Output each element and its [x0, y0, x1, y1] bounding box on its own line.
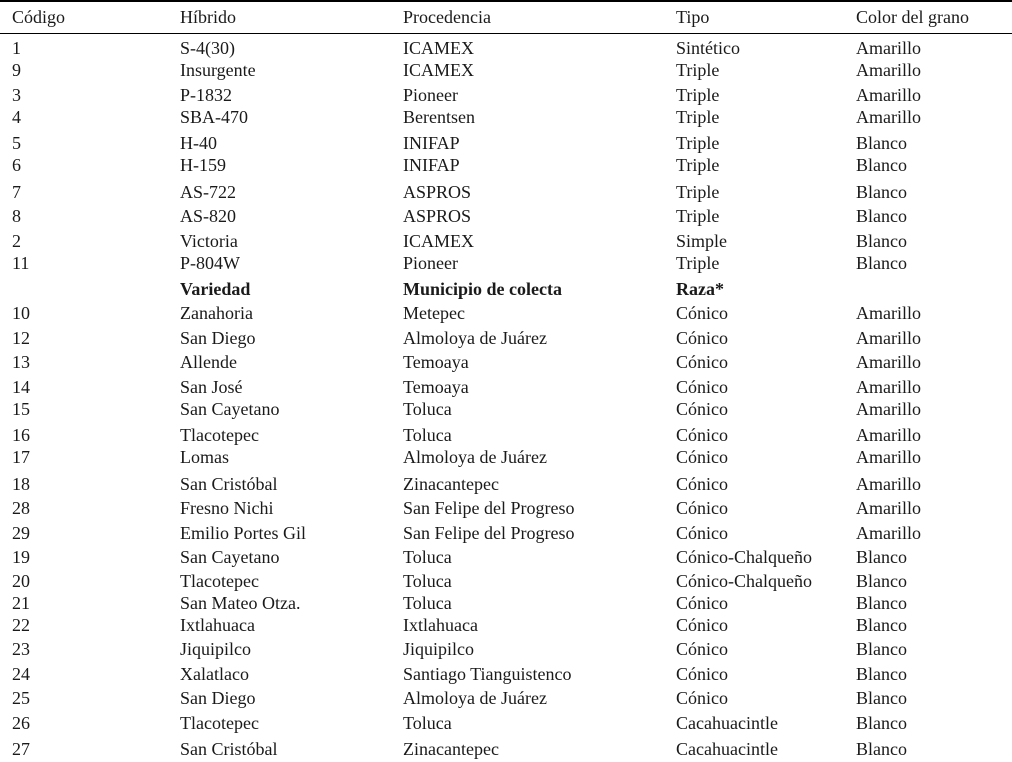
cell-color: Amarillo: [856, 85, 921, 105]
cell-procedencia: Pioneer: [403, 85, 458, 105]
header-codigo: Código: [12, 7, 66, 27]
cell-tipo: Cónico: [676, 303, 728, 323]
cell-color: Blanco: [856, 688, 907, 708]
table-row: [0, 230, 1012, 254]
cell-codigo: 28: [12, 498, 30, 518]
cell-tipo: Cónico: [676, 615, 728, 635]
cell-nombre: Ixtlahuaca: [180, 615, 255, 635]
cell-procedencia: Santiago Tianguistenco: [403, 664, 572, 684]
cell-nombre: San José: [180, 377, 243, 397]
cell-tipo: Cacahuacintle: [676, 739, 778, 759]
cell-nombre: San Mateo Otza.: [180, 593, 301, 613]
table-row: [0, 424, 1012, 448]
cell-color: Amarillo: [856, 60, 921, 80]
cell-color: Blanco: [856, 253, 907, 273]
cell-nombre: AS-820: [180, 206, 237, 226]
cell-codigo: 20: [12, 571, 30, 591]
cell-color: Blanco: [856, 155, 907, 175]
cell-tipo: Cónico: [676, 688, 728, 708]
cell-procedencia: Berentsen: [403, 107, 475, 127]
table-row: [0, 154, 1012, 178]
table-row: [0, 570, 1012, 594]
cell-tipo: Cónico: [676, 447, 728, 467]
cell-procedencia: Almoloya de Juárez: [403, 447, 547, 467]
cell-codigo: 2: [12, 231, 21, 251]
cell-procedencia: Almoloya de Juárez: [403, 688, 547, 708]
cell-codigo: 19: [12, 547, 30, 567]
cell-color: Amarillo: [856, 107, 921, 127]
cell-tipo: Triple: [676, 60, 720, 80]
cell-tipo: Cónico: [676, 328, 728, 348]
header-rule: [0, 33, 1012, 34]
cell-codigo: 10: [12, 303, 30, 323]
cell-codigo: 14: [12, 377, 30, 397]
table-row: [0, 687, 1012, 711]
table-row: [0, 497, 1012, 521]
table-row: [0, 398, 1012, 422]
cell-nombre: AS-722: [180, 182, 237, 202]
cell-color: Amarillo: [856, 474, 921, 494]
cell-nombre: San Cristóbal: [180, 474, 278, 494]
header-color-grano: Color del grano: [856, 7, 969, 27]
header-tipo: Tipo: [676, 7, 710, 27]
cell-nombre: San Cristóbal: [180, 739, 278, 759]
cell-codigo: 21: [12, 593, 30, 613]
cell-procedencia: INIFAP: [403, 133, 460, 153]
table-row: [0, 522, 1012, 546]
cell-codigo: 11: [12, 253, 30, 273]
table-row: [0, 302, 1012, 326]
cell-codigo: 17: [12, 447, 30, 467]
table-row: [0, 473, 1012, 497]
table-row: [0, 663, 1012, 687]
cell-tipo: Cónico: [676, 523, 728, 543]
cell-procedencia: Toluca: [403, 547, 452, 567]
cell-procedencia: Jiquipilco: [403, 639, 474, 659]
cell-color: Amarillo: [856, 523, 921, 543]
cell-color: Blanco: [856, 206, 907, 226]
cell-codigo: 9: [12, 60, 21, 80]
table-row: [0, 738, 1012, 762]
cell-color: Amarillo: [856, 38, 921, 58]
cell-nombre: Emilio Portes Gil: [180, 523, 306, 543]
cell-nombre: Lomas: [180, 447, 229, 467]
header-hibrido: Híbrido: [180, 7, 236, 27]
cell-codigo: 5: [12, 133, 21, 153]
cell-tipo: Cónico: [676, 399, 728, 419]
table-row: [0, 446, 1012, 470]
table-row: [0, 546, 1012, 570]
cell-procedencia: San Felipe del Progreso: [403, 523, 575, 543]
cell-codigo: 22: [12, 615, 30, 635]
cell-procedencia: ICAMEX: [403, 60, 474, 80]
subheader-row: [0, 278, 1012, 302]
table-row: [0, 712, 1012, 736]
cell-nombre: P-1832: [180, 85, 233, 105]
cell-nombre: Insurgente: [180, 60, 256, 80]
cell-codigo: 16: [12, 425, 30, 445]
cell-nombre: Xalatlaco: [180, 664, 249, 684]
cell-procedencia: ICAMEX: [403, 38, 474, 58]
table-row: [0, 106, 1012, 130]
cell-tipo: Triple: [676, 133, 720, 153]
cell-codigo: 4: [12, 107, 21, 127]
cell-nombre: SBA-470: [180, 107, 249, 127]
cell-color: Blanco: [856, 639, 907, 659]
cell-procedencia: Pioneer: [403, 253, 458, 273]
cell-procedencia: ASPROS: [403, 206, 472, 226]
cell-color: Blanco: [856, 133, 907, 153]
cell-tipo: Cacahuacintle: [676, 713, 778, 733]
cell-procedencia: Almoloya de Juárez: [403, 328, 547, 348]
table-row: [0, 592, 1012, 616]
table-row: [0, 376, 1012, 400]
cell-tipo: Triple: [676, 85, 720, 105]
cell-color: Blanco: [856, 739, 907, 759]
cell-tipo: Cónico-Chalqueño: [676, 571, 812, 591]
cell-color: Amarillo: [856, 447, 921, 467]
cell-color: Blanco: [856, 182, 907, 202]
cell-tipo: Cónico: [676, 664, 728, 684]
cell-procedencia: INIFAP: [403, 155, 460, 175]
cell-procedencia: ICAMEX: [403, 231, 474, 251]
cell-procedencia: Toluca: [403, 399, 452, 419]
cell-nombre: San Cayetano: [180, 547, 280, 567]
cell-color: Amarillo: [856, 399, 921, 419]
cell-procedencia: Temoaya: [403, 352, 469, 372]
cell-procedencia: San Felipe del Progreso: [403, 498, 575, 518]
cell-tipo: Sintético: [676, 38, 740, 58]
cell-codigo: 1: [12, 38, 21, 58]
table-row: [0, 84, 1012, 108]
table-row: [0, 614, 1012, 638]
cell-tipo: Triple: [676, 206, 720, 226]
cell-tipo: Triple: [676, 182, 720, 202]
cell-nombre: Victoria: [180, 231, 238, 251]
cell-nombre: Variedad: [180, 279, 251, 299]
table-row: [0, 59, 1012, 83]
cell-color: Blanco: [856, 571, 907, 591]
cell-procedencia: Zinacantepec: [403, 474, 499, 494]
cell-codigo: 29: [12, 523, 30, 543]
table-row: [0, 37, 1012, 61]
cell-color: Blanco: [856, 231, 907, 251]
cell-tipo: Triple: [676, 155, 720, 175]
cell-nombre: S-4(30): [180, 38, 235, 58]
cell-codigo: 18: [12, 474, 30, 494]
cell-nombre: Allende: [180, 352, 237, 372]
cell-tipo: Cónico: [676, 593, 728, 613]
cell-color: Blanco: [856, 547, 907, 567]
cell-color: Amarillo: [856, 377, 921, 397]
cell-codigo: 23: [12, 639, 30, 659]
cell-nombre: Tlacotepec: [180, 425, 259, 445]
cell-codigo: 12: [12, 328, 30, 348]
cell-codigo: 6: [12, 155, 21, 175]
header-row: [0, 0, 1012, 27]
cell-color: Amarillo: [856, 328, 921, 348]
cell-procedencia: Toluca: [403, 425, 452, 445]
table-row: [0, 252, 1012, 276]
cell-nombre: P-804W: [180, 253, 240, 273]
cell-nombre: H-40: [180, 133, 217, 153]
cell-tipo: Cónico-Chalqueño: [676, 547, 812, 567]
cell-procedencia: Toluca: [403, 571, 452, 591]
cell-color: Amarillo: [856, 303, 921, 323]
cell-tipo: Raza*: [676, 279, 724, 299]
cell-procedencia: Toluca: [403, 593, 452, 613]
cell-codigo: 15: [12, 399, 30, 419]
cell-codigo: 27: [12, 739, 30, 759]
cell-tipo: Cónico: [676, 425, 728, 445]
table-row: [0, 181, 1012, 205]
cell-color: Blanco: [856, 713, 907, 733]
cell-procedencia: Temoaya: [403, 377, 469, 397]
cell-tipo: Cónico: [676, 352, 728, 372]
cell-color: Amarillo: [856, 498, 921, 518]
cell-nombre: Tlacotepec: [180, 713, 259, 733]
cell-nombre: Tlacotepec: [180, 571, 259, 591]
table-row: [0, 205, 1012, 229]
cell-nombre: San Cayetano: [180, 399, 280, 419]
cell-color: Blanco: [856, 664, 907, 684]
cell-procedencia: ASPROS: [403, 182, 472, 202]
cell-codigo: 7: [12, 182, 21, 202]
cell-tipo: Cónico: [676, 639, 728, 659]
cell-tipo: Cónico: [676, 498, 728, 518]
cell-nombre: H-159: [180, 155, 226, 175]
cell-tipo: Cónico: [676, 474, 728, 494]
cell-nombre: Zanahoria: [180, 303, 253, 323]
cell-codigo: 8: [12, 206, 21, 226]
cell-color: Amarillo: [856, 425, 921, 445]
cell-procedencia: Toluca: [403, 713, 452, 733]
cell-codigo: 26: [12, 713, 30, 733]
cell-codigo: 3: [12, 85, 21, 105]
table-row: [0, 327, 1012, 351]
cell-procedencia: Zinacantepec: [403, 739, 499, 759]
table-row: [0, 351, 1012, 375]
cell-nombre: San Diego: [180, 688, 256, 708]
cell-procedencia: Metepec: [403, 303, 465, 323]
cell-color: Blanco: [856, 615, 907, 635]
cell-tipo: Triple: [676, 253, 720, 273]
header-procedencia: Procedencia: [403, 7, 491, 27]
table-row: [0, 638, 1012, 662]
cell-tipo: Triple: [676, 107, 720, 127]
cell-codigo: 25: [12, 688, 30, 708]
cell-tipo: Simple: [676, 231, 728, 251]
cell-nombre: Fresno Nichi: [180, 498, 274, 518]
cell-codigo: 24: [12, 664, 30, 684]
cell-color: Amarillo: [856, 352, 921, 372]
cell-color: Blanco: [856, 593, 907, 613]
cell-procedencia: Ixtlahuaca: [403, 615, 478, 635]
cell-nombre: Jiquipilco: [180, 639, 251, 659]
table-row: [0, 132, 1012, 156]
cell-tipo: Cónico: [676, 377, 728, 397]
cell-nombre: San Diego: [180, 328, 256, 348]
cell-codigo: 13: [12, 352, 30, 372]
cell-procedencia: Municipio de colecta: [403, 279, 562, 299]
